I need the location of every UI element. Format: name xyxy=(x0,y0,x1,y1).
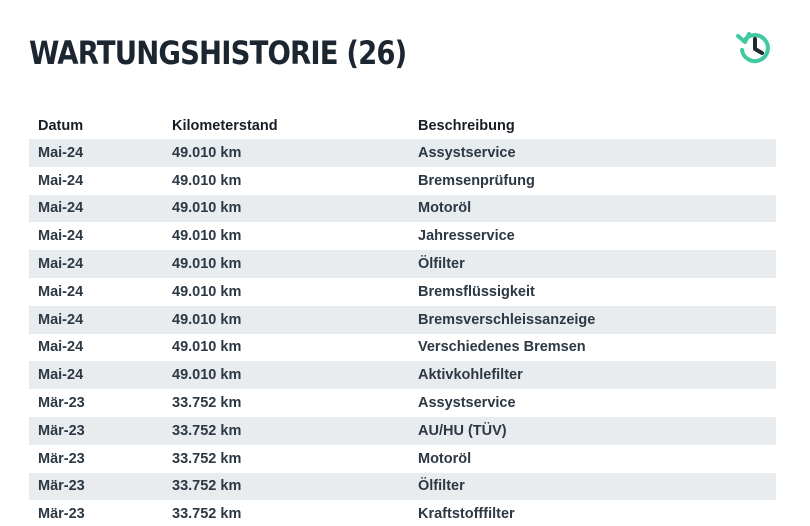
table-row xyxy=(29,195,776,223)
history-button[interactable] xyxy=(735,28,775,68)
table-row xyxy=(29,417,776,445)
table-row xyxy=(29,445,776,473)
cell-date: Mai-24 xyxy=(38,172,84,189)
table-row xyxy=(29,334,776,362)
table-row xyxy=(29,167,776,195)
cell-mileage: 33.752 km xyxy=(163,473,409,501)
cell-date: Mai-24 xyxy=(38,283,84,300)
cell-mileage: 33.752 km xyxy=(172,450,242,467)
table-row xyxy=(29,389,776,417)
table-row xyxy=(29,250,776,278)
cell-mileage: 49.010 km xyxy=(163,306,409,334)
cell-mileage: 49.010 km xyxy=(172,283,242,300)
cell-description: Kraftstofffilter xyxy=(418,506,515,523)
cell-description: AU/HU (TÜV) xyxy=(409,417,776,445)
cell-mileage: 49.010 km xyxy=(163,361,409,389)
cell-date: Mär-23 xyxy=(38,450,85,467)
cell-date: Mär-23 xyxy=(38,395,85,412)
cell-mileage: 49.010 km xyxy=(172,339,242,356)
column-header-date: Datum xyxy=(38,117,84,134)
cell-date: Mai-24 xyxy=(38,339,84,356)
column-header-description: Beschreibung xyxy=(418,117,515,134)
cell-date: Mai-24 xyxy=(29,139,163,167)
table-row xyxy=(29,500,776,526)
maintenance-table xyxy=(29,112,776,526)
table-row xyxy=(29,473,776,501)
table-row xyxy=(29,306,776,334)
cell-description: Bremsflüssigkeit xyxy=(418,283,535,300)
cell-mileage: 33.752 km xyxy=(172,395,242,412)
cell-date: Mai-24 xyxy=(38,228,84,245)
cell-description: Assystservice xyxy=(418,395,516,412)
cell-description: Ölfilter xyxy=(409,473,776,501)
cell-date: Mär-23 xyxy=(38,506,85,523)
cell-date: Mär-23 xyxy=(29,417,163,445)
cell-date: Mai-24 xyxy=(29,195,163,223)
cell-description: Aktivkohlefilter xyxy=(409,361,776,389)
cell-mileage: 33.752 km xyxy=(172,506,242,523)
table-row xyxy=(29,222,776,250)
cell-date: Mär-23 xyxy=(29,473,163,501)
cell-description: Motoröl xyxy=(409,195,776,223)
table-row xyxy=(29,139,776,167)
cell-description: Assystservice xyxy=(409,139,776,167)
cell-mileage: 49.010 km xyxy=(172,172,242,189)
history-restore-icon xyxy=(735,28,775,68)
cell-description: Jahresservice xyxy=(418,228,515,245)
table-row xyxy=(29,361,776,389)
cell-description: Ölfilter xyxy=(409,250,776,278)
cell-description: Verschiedenes Bremsen xyxy=(418,339,586,356)
table-row xyxy=(29,278,776,306)
cell-mileage: 33.752 km xyxy=(163,417,409,445)
cell-mileage: 49.010 km xyxy=(163,139,409,167)
column-header-mileage: Kilometerstand xyxy=(172,117,278,134)
cell-date: Mai-24 xyxy=(29,306,163,334)
table-header-row xyxy=(29,112,776,139)
cell-description: Bremsenprüfung xyxy=(418,172,535,189)
cell-date: Mai-24 xyxy=(29,361,163,389)
cell-mileage: 49.010 km xyxy=(163,195,409,223)
cell-date: Mai-24 xyxy=(29,250,163,278)
cell-description: Bremsverschleissanzeige xyxy=(409,306,776,334)
cell-mileage: 49.010 km xyxy=(163,250,409,278)
cell-description: Motoröl xyxy=(418,450,472,467)
page-title: WARTUNGSHISTORIE (26) xyxy=(29,34,407,72)
cell-mileage: 49.010 km xyxy=(172,228,242,245)
